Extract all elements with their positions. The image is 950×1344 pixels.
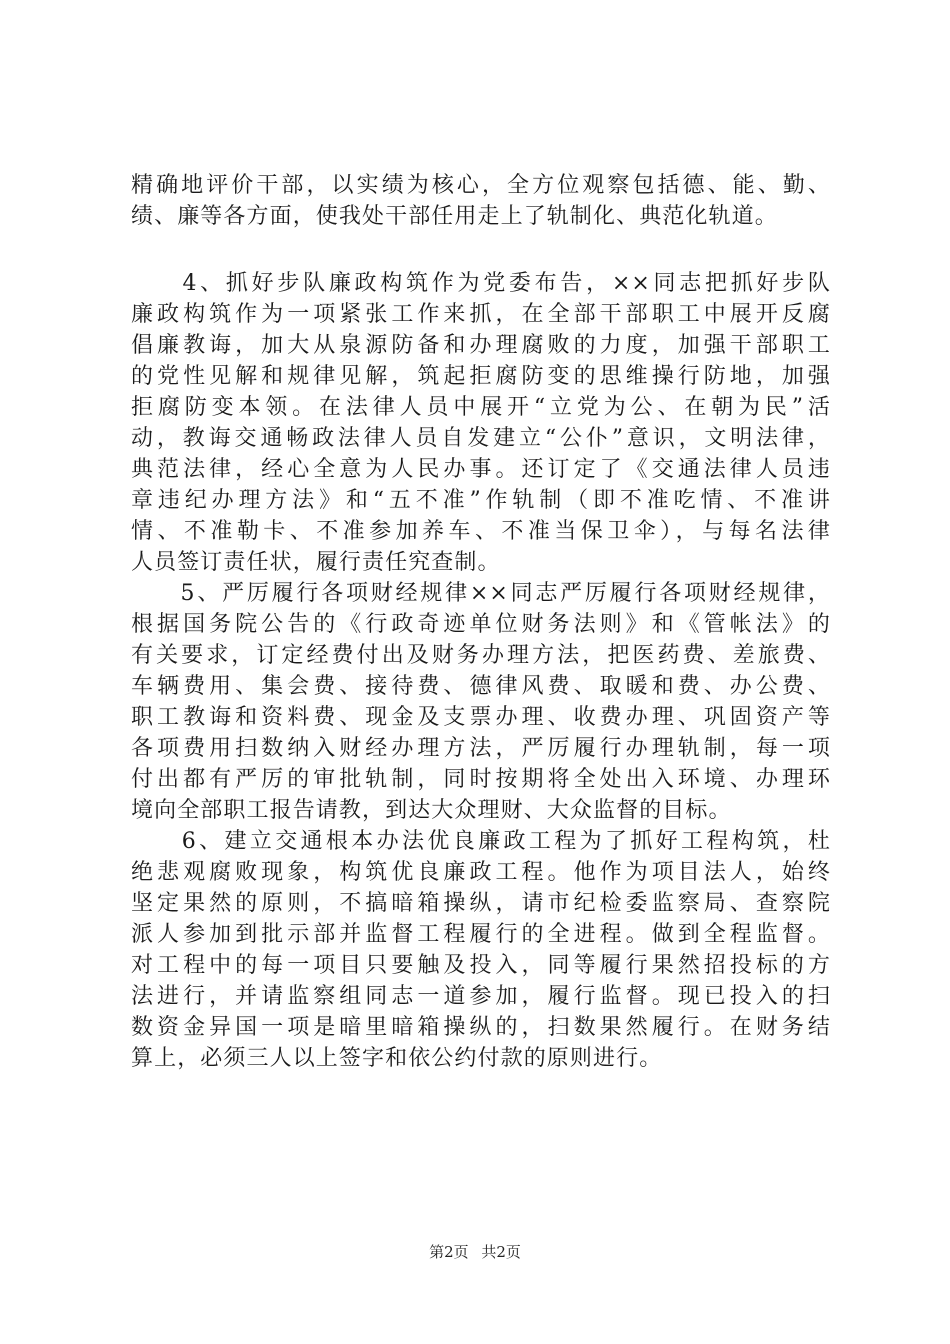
text-line: 的党性见解和规律见解，筑起拒腐防变的思维操行防地，加强 [131,364,831,389]
text-line: 章违纪办理方法》和“五不准”作轨制（即不准吃情、不准讲 [131,488,831,513]
text-line: 廉政构筑作为一项紧张工作来抓，在全部干部职工中展开反腐 [131,302,831,327]
page-total: 共2页 [481,1243,521,1261]
text-line: 对工程中的每一项目只要触及投入，同等履行果然招投标的方 [131,953,831,978]
text-line: 坚定果然的原则，不搞暗箱操纵，请市纪检委监察局、查察院 [131,891,831,916]
text-line: 派人参加到批示部并监督工程履行的全进程。做到全程监督。 [131,922,831,947]
text-line: 倡廉教诲，加大从泉源防备和办理腐败的力度，加强干部职工 [131,333,831,358]
paragraph-5 [131,578,831,826]
text-line: 境向全部职工报告请教，到达大众理财、大众监督的目标。 [131,798,732,823]
text-line: 付出都有严厉的审批轨制，同时按期将全处出入环境、办理环 [131,767,831,792]
paragraph-4 [131,268,831,578]
text-line: 绝悲观腐败现象，构筑优良廉政工程。他作为项目法人，始终 [131,860,831,885]
text-line: 4、抓好步队廉政构筑作为党委布告，××同志把抓好步队 [131,271,831,296]
page-number: 第2页 [429,1243,469,1261]
continuation-paragraph [131,170,831,232]
text-line: 法进行，并请监察组同志一道参加，履行监督。现已投入的扫 [131,984,831,1009]
text-line: 职工教诲和资料费、现金及支票办理、收费办理、巩固资产等 [131,705,831,730]
text-line: 5、严厉履行各项财经规律××同志严厉履行各项财经规律， [131,581,831,606]
text-line: 各项费用扫数纳入财经办理方法，严厉履行办理轨制，每一项 [131,736,831,761]
text-line: 精确地评价干部，以实绩为核心，全方位观察包括德、能、勤、 [131,173,831,198]
paragraph-gap [131,232,831,268]
text-line: 人员签订责任状，履行责任究查制。 [131,550,501,575]
text-line: 算上，必须三人以上签字和依公约付款的原则进行。 [131,1046,663,1071]
text-line: 拒腐防变本领。在法律人员中展开“立党为公、在朝为民”活 [131,395,831,420]
text-line: 根据国务院公告的《行政奇迹单位财务法则》和《管帐法》的 [131,612,831,637]
text-line: 6、建立交通根本办法优良廉政工程为了抓好工程构筑，杜 [131,829,831,854]
text-line: 绩、廉等各方面，使我处干部任用走上了轨制化、典范化轨道。 [131,204,778,229]
text-line: 有关要求，订定经费付出及财务办理方法，把医药费、差旅费、 [131,643,831,668]
text-line: 数资金异国一项是暗里暗箱操纵的，扫数果然履行。在财务结 [131,1015,831,1040]
text-line: 动，教诲交通畅政法律人员自发建立“公仆”意识，文明法律， [131,426,831,451]
page-footer [0,1242,950,1262]
text-line: 情、不准勒卡、不准参加养车、不准当保卫伞），与每名法律 [131,519,831,544]
paragraph-6 [131,826,831,1074]
text-line: 典范法律，经心全意为人民办事。还订定了《交通法律人员违 [131,457,831,482]
document-body [131,170,831,1074]
text-line: 车辆费用、集会费、接待费、德律风费、取暖和费、办公费、 [131,674,831,699]
